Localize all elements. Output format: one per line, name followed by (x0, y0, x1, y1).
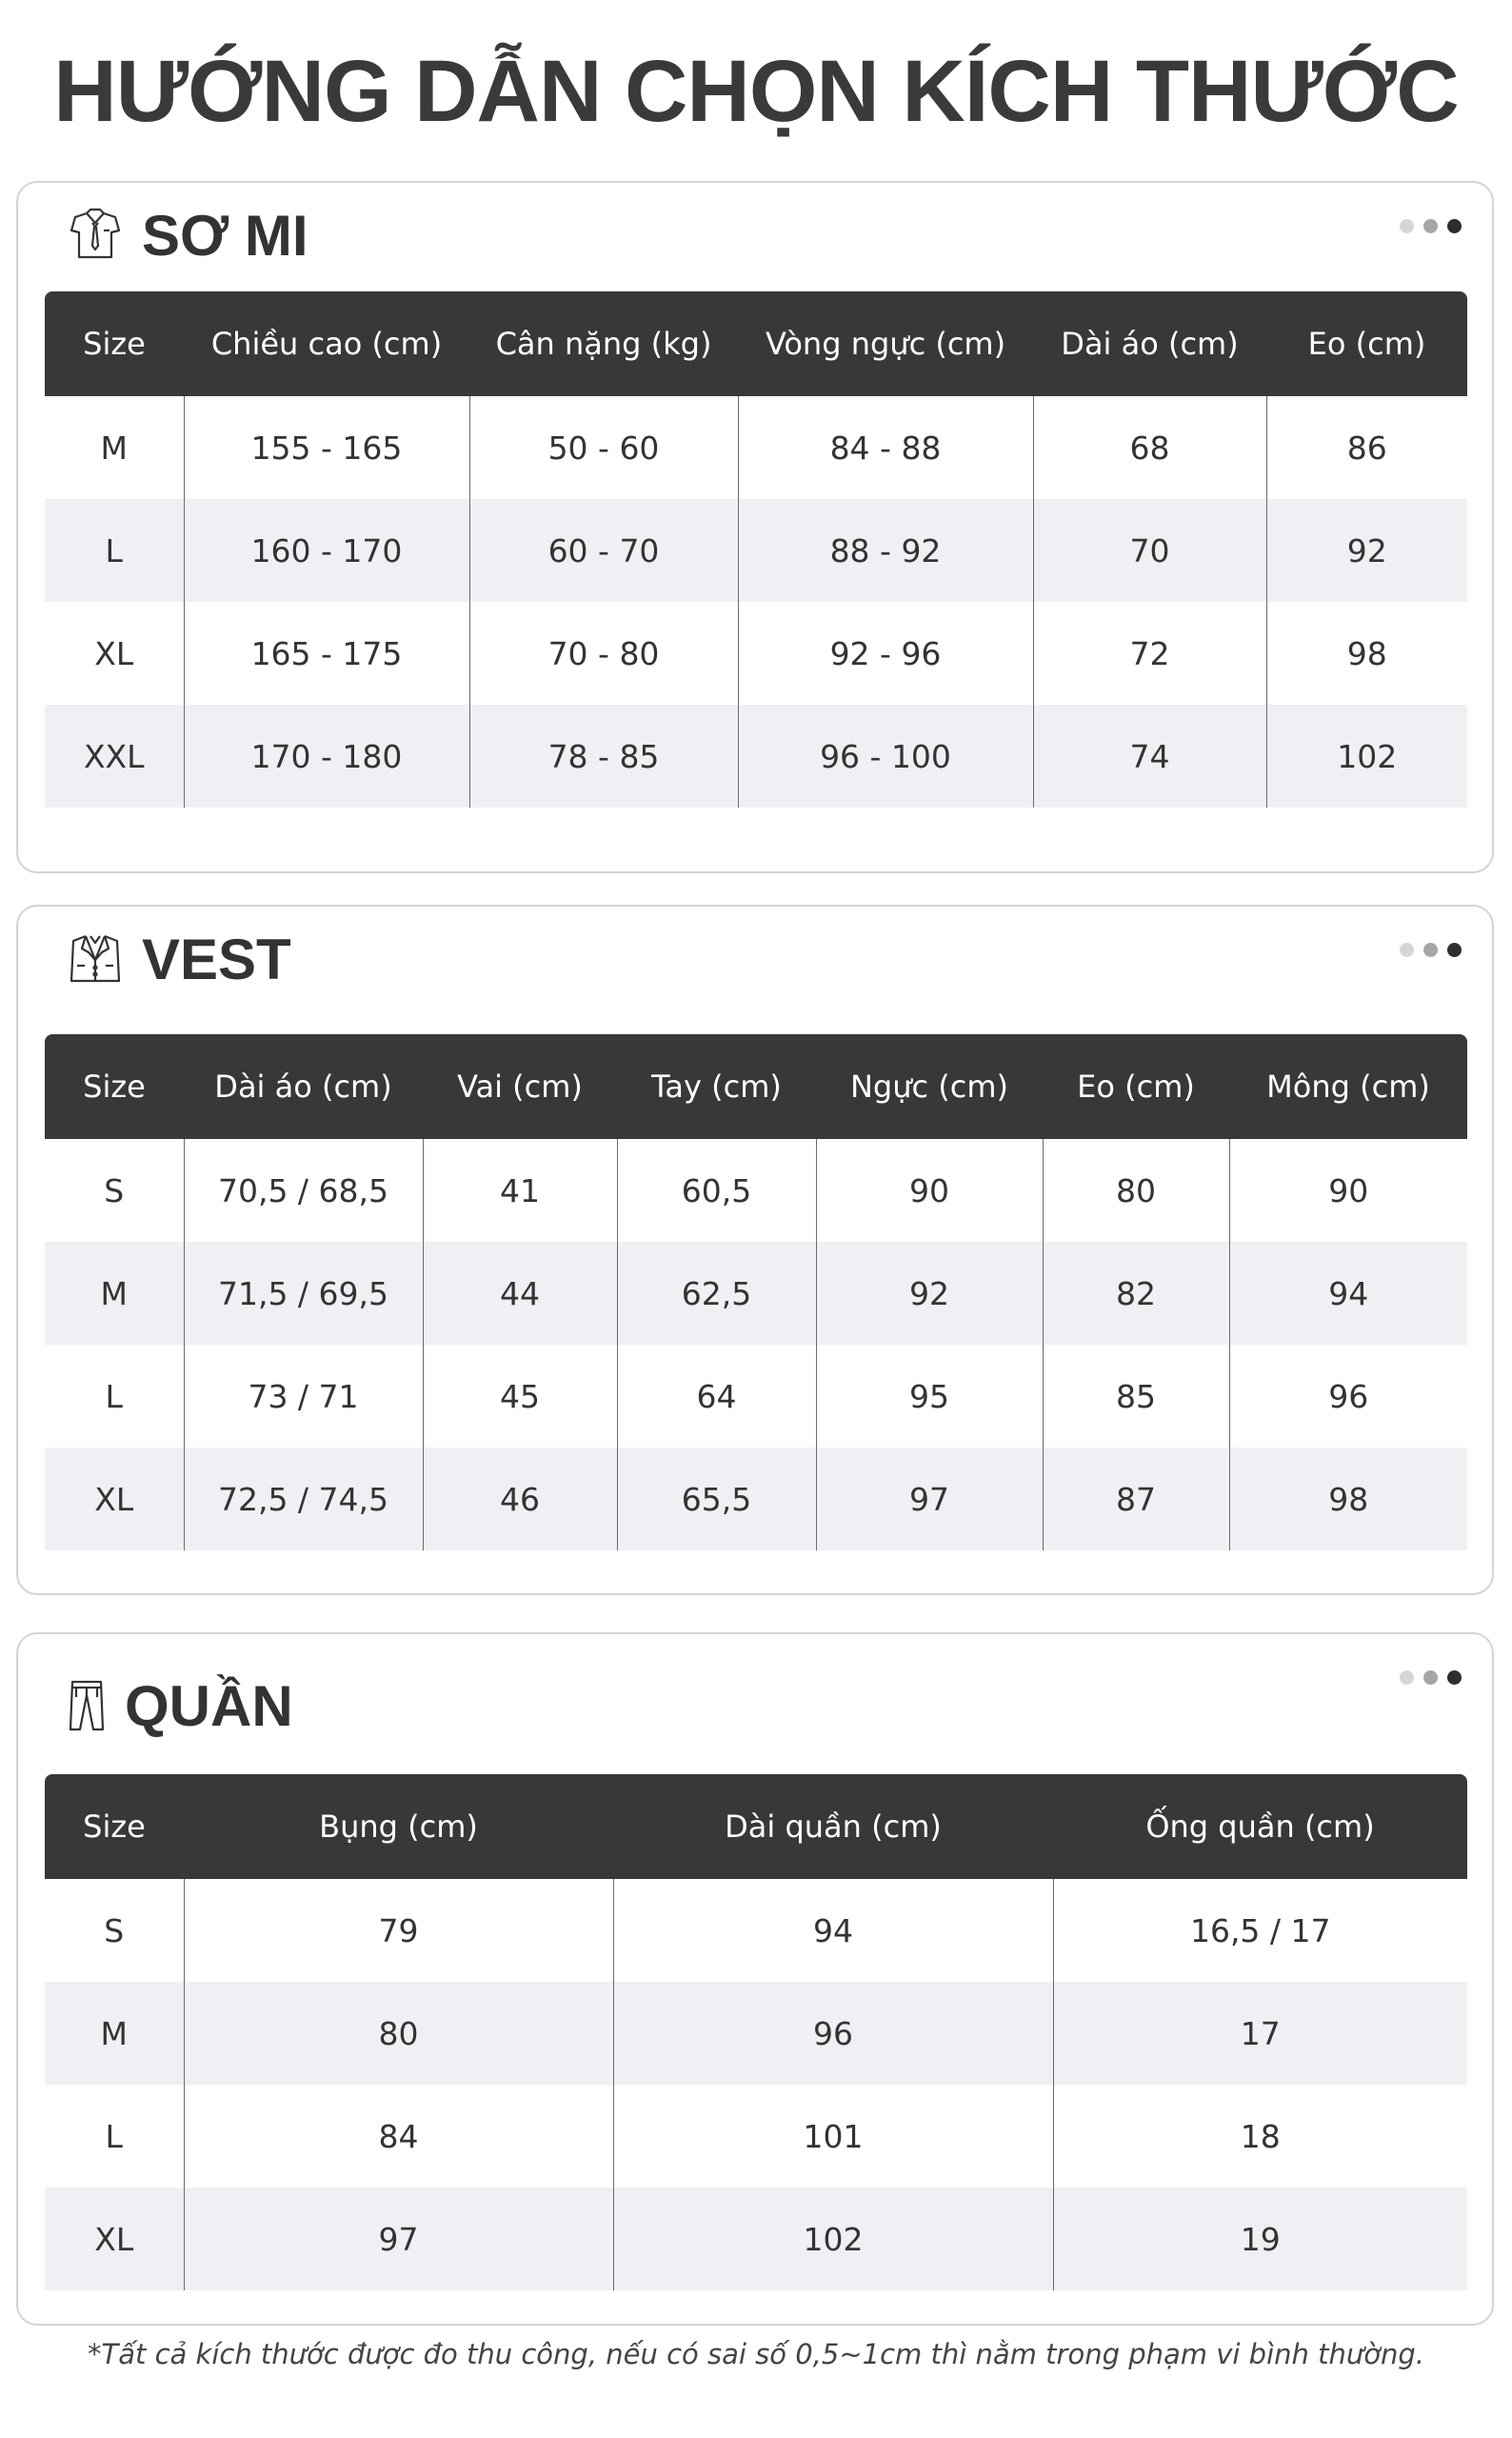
table-cell: 79 (184, 1879, 613, 1982)
table-cell: 155 - 165 (184, 396, 469, 499)
size-cell: L (105, 531, 123, 570)
carousel-dots (1400, 219, 1462, 233)
table-cell: 45 (423, 1345, 617, 1448)
table-cell: 97 (816, 1448, 1043, 1550)
carousel-dots (1400, 943, 1462, 957)
table-cell: 90 (816, 1139, 1043, 1242)
table-cell: 82 (1043, 1242, 1229, 1345)
carousel-dots (1400, 1670, 1462, 1685)
table-cell: 87 (1043, 1448, 1229, 1550)
trousers-icon (66, 1678, 108, 1733)
table-cell: 84 (184, 2085, 613, 2188)
vest-icon (68, 931, 123, 987)
table-header-row (45, 291, 1467, 396)
table-cell: 101 (613, 2085, 1053, 2188)
table-cell: 102 (1266, 705, 1467, 808)
size-table (45, 1034, 1467, 1550)
size-cell: XL (94, 2220, 134, 2258)
column-header: Ngực (cm) (816, 1034, 1043, 1139)
table-cell: 96 (613, 1982, 1053, 2085)
table-cell: 64 (617, 1345, 816, 1448)
card-header (68, 926, 291, 992)
column-header: Eo (cm) (1043, 1034, 1229, 1139)
column-header: Dài quần (cm) (613, 1774, 1053, 1879)
shirt-icon (68, 208, 123, 263)
size-table (45, 1774, 1467, 2290)
column-header: Chiều cao (cm) (184, 291, 469, 396)
table-cell: 85 (1043, 1345, 1229, 1448)
column-header: Vòng ngực (cm) (738, 291, 1033, 396)
table-cell: 96 (1229, 1345, 1467, 1448)
table-cell: 96 - 100 (738, 705, 1033, 808)
table-row (45, 1139, 1467, 1242)
table-header-row (45, 1034, 1467, 1139)
table-cell: 70 (1033, 499, 1266, 602)
table-cell: 17 (1053, 1982, 1467, 2085)
shirt-size-card (16, 181, 1494, 873)
table-cell: 46 (423, 1448, 617, 1550)
column-header: Tay (cm) (617, 1034, 816, 1139)
table-cell: 74 (1033, 705, 1266, 808)
column-header: Eo (cm) (1266, 291, 1467, 396)
table-row (45, 2085, 1467, 2188)
table-row (45, 2188, 1467, 2290)
table-cell: 102 (613, 2188, 1053, 2290)
size-cell: XL (94, 634, 134, 672)
column-header: Size (45, 1774, 184, 1879)
column-header: Mông (cm) (1229, 1034, 1467, 1139)
size-cell: S (104, 1911, 125, 1949)
table-cell: 78 - 85 (469, 705, 738, 808)
table-cell: 60,5 (617, 1139, 816, 1242)
size-table (45, 291, 1467, 808)
table-cell: 80 (1043, 1139, 1229, 1242)
table-cell: 94 (1229, 1242, 1467, 1345)
table-cell: 16,5 / 17 (1053, 1879, 1467, 1982)
dot-indicator[interactable] (1400, 943, 1414, 957)
table-cell: 68 (1033, 396, 1266, 499)
table-cell: 70,5 / 68,5 (184, 1139, 423, 1242)
page-title: HƯỚNG DẪN CHỌN KÍCH THƯỚC (53, 43, 1459, 140)
dot-indicator[interactable] (1400, 219, 1414, 233)
column-header: Size (45, 1034, 184, 1139)
table-cell: 165 - 175 (184, 602, 469, 705)
column-header: Cân nặng (kg) (469, 291, 738, 396)
section-title: QUẦN (125, 1673, 293, 1738)
table-cell: 94 (613, 1879, 1053, 1982)
table-row (45, 602, 1467, 705)
table-cell: 92 (816, 1242, 1043, 1345)
table-cell: 65,5 (617, 1448, 816, 1550)
vest-size-card (16, 905, 1494, 1595)
size-cell: L (105, 1377, 123, 1415)
dot-indicator[interactable] (1447, 943, 1462, 957)
column-header: Ống quần (cm) (1053, 1774, 1467, 1879)
table-cell: 97 (184, 2188, 613, 2290)
table-cell: 44 (423, 1242, 617, 1345)
table-cell: 92 - 96 (738, 602, 1033, 705)
size-cell: M (100, 429, 128, 467)
size-cell: S (104, 1171, 125, 1209)
table-cell: 70 - 80 (469, 602, 738, 705)
dot-indicator[interactable] (1447, 1670, 1462, 1685)
section-title: SƠ MI (142, 203, 308, 268)
dot-indicator[interactable] (1423, 943, 1438, 957)
column-header: Size (45, 291, 184, 396)
size-cell: XL (94, 1480, 134, 1518)
table-cell: 18 (1053, 2085, 1467, 2188)
table-row (45, 1982, 1467, 2085)
dot-indicator[interactable] (1447, 219, 1462, 233)
size-cell: XXL (83, 737, 145, 775)
dot-indicator[interactable] (1400, 1670, 1414, 1685)
column-header: Dài áo (cm) (184, 1034, 423, 1139)
measurement-footnote: *Tất cả kích thước được đo thu công, nếu có sai số 0,5~1cm thì nằm trong phạm vi bình thường. (88, 2338, 1424, 2370)
card-header (68, 202, 308, 269)
table-cell: 50 - 60 (469, 396, 738, 499)
table-cell: 86 (1266, 396, 1467, 499)
table-cell: 98 (1229, 1448, 1467, 1550)
table-cell: 60 - 70 (469, 499, 738, 602)
table-cell: 88 - 92 (738, 499, 1033, 602)
table-cell: 72,5 / 74,5 (184, 1448, 423, 1550)
table-row (45, 1242, 1467, 1345)
table-row (45, 1345, 1467, 1448)
table-row (45, 1448, 1467, 1550)
card-header (66, 1672, 293, 1739)
table-cell: 41 (423, 1139, 617, 1242)
table-cell: 71,5 / 69,5 (184, 1242, 423, 1345)
table-cell: 19 (1053, 2188, 1467, 2290)
table-row (45, 705, 1467, 808)
table-row (45, 499, 1467, 602)
dot-indicator[interactable] (1423, 1670, 1438, 1685)
size-cell: M (100, 2014, 128, 2052)
section-title: VEST (142, 927, 291, 991)
table-cell: 72 (1033, 602, 1266, 705)
column-header: Dài áo (cm) (1033, 291, 1266, 396)
size-cell: L (105, 2117, 123, 2155)
dot-indicator[interactable] (1423, 219, 1438, 233)
table-header-row (45, 1774, 1467, 1879)
table-cell: 73 / 71 (184, 1345, 423, 1448)
table-cell: 160 - 170 (184, 499, 469, 602)
table-cell: 98 (1266, 602, 1467, 705)
size-cell: M (100, 1274, 128, 1312)
column-header: Vai (cm) (423, 1034, 617, 1139)
table-row (45, 396, 1467, 499)
table-cell: 170 - 180 (184, 705, 469, 808)
table-cell: 95 (816, 1345, 1043, 1448)
table-cell: 92 (1266, 499, 1467, 602)
column-header: Bụng (cm) (184, 1774, 613, 1879)
trousers-size-card (16, 1632, 1494, 2326)
table-cell: 62,5 (617, 1242, 816, 1345)
table-cell: 80 (184, 1982, 613, 2085)
table-row (45, 1879, 1467, 1982)
table-cell: 90 (1229, 1139, 1467, 1242)
table-cell: 84 - 88 (738, 396, 1033, 499)
